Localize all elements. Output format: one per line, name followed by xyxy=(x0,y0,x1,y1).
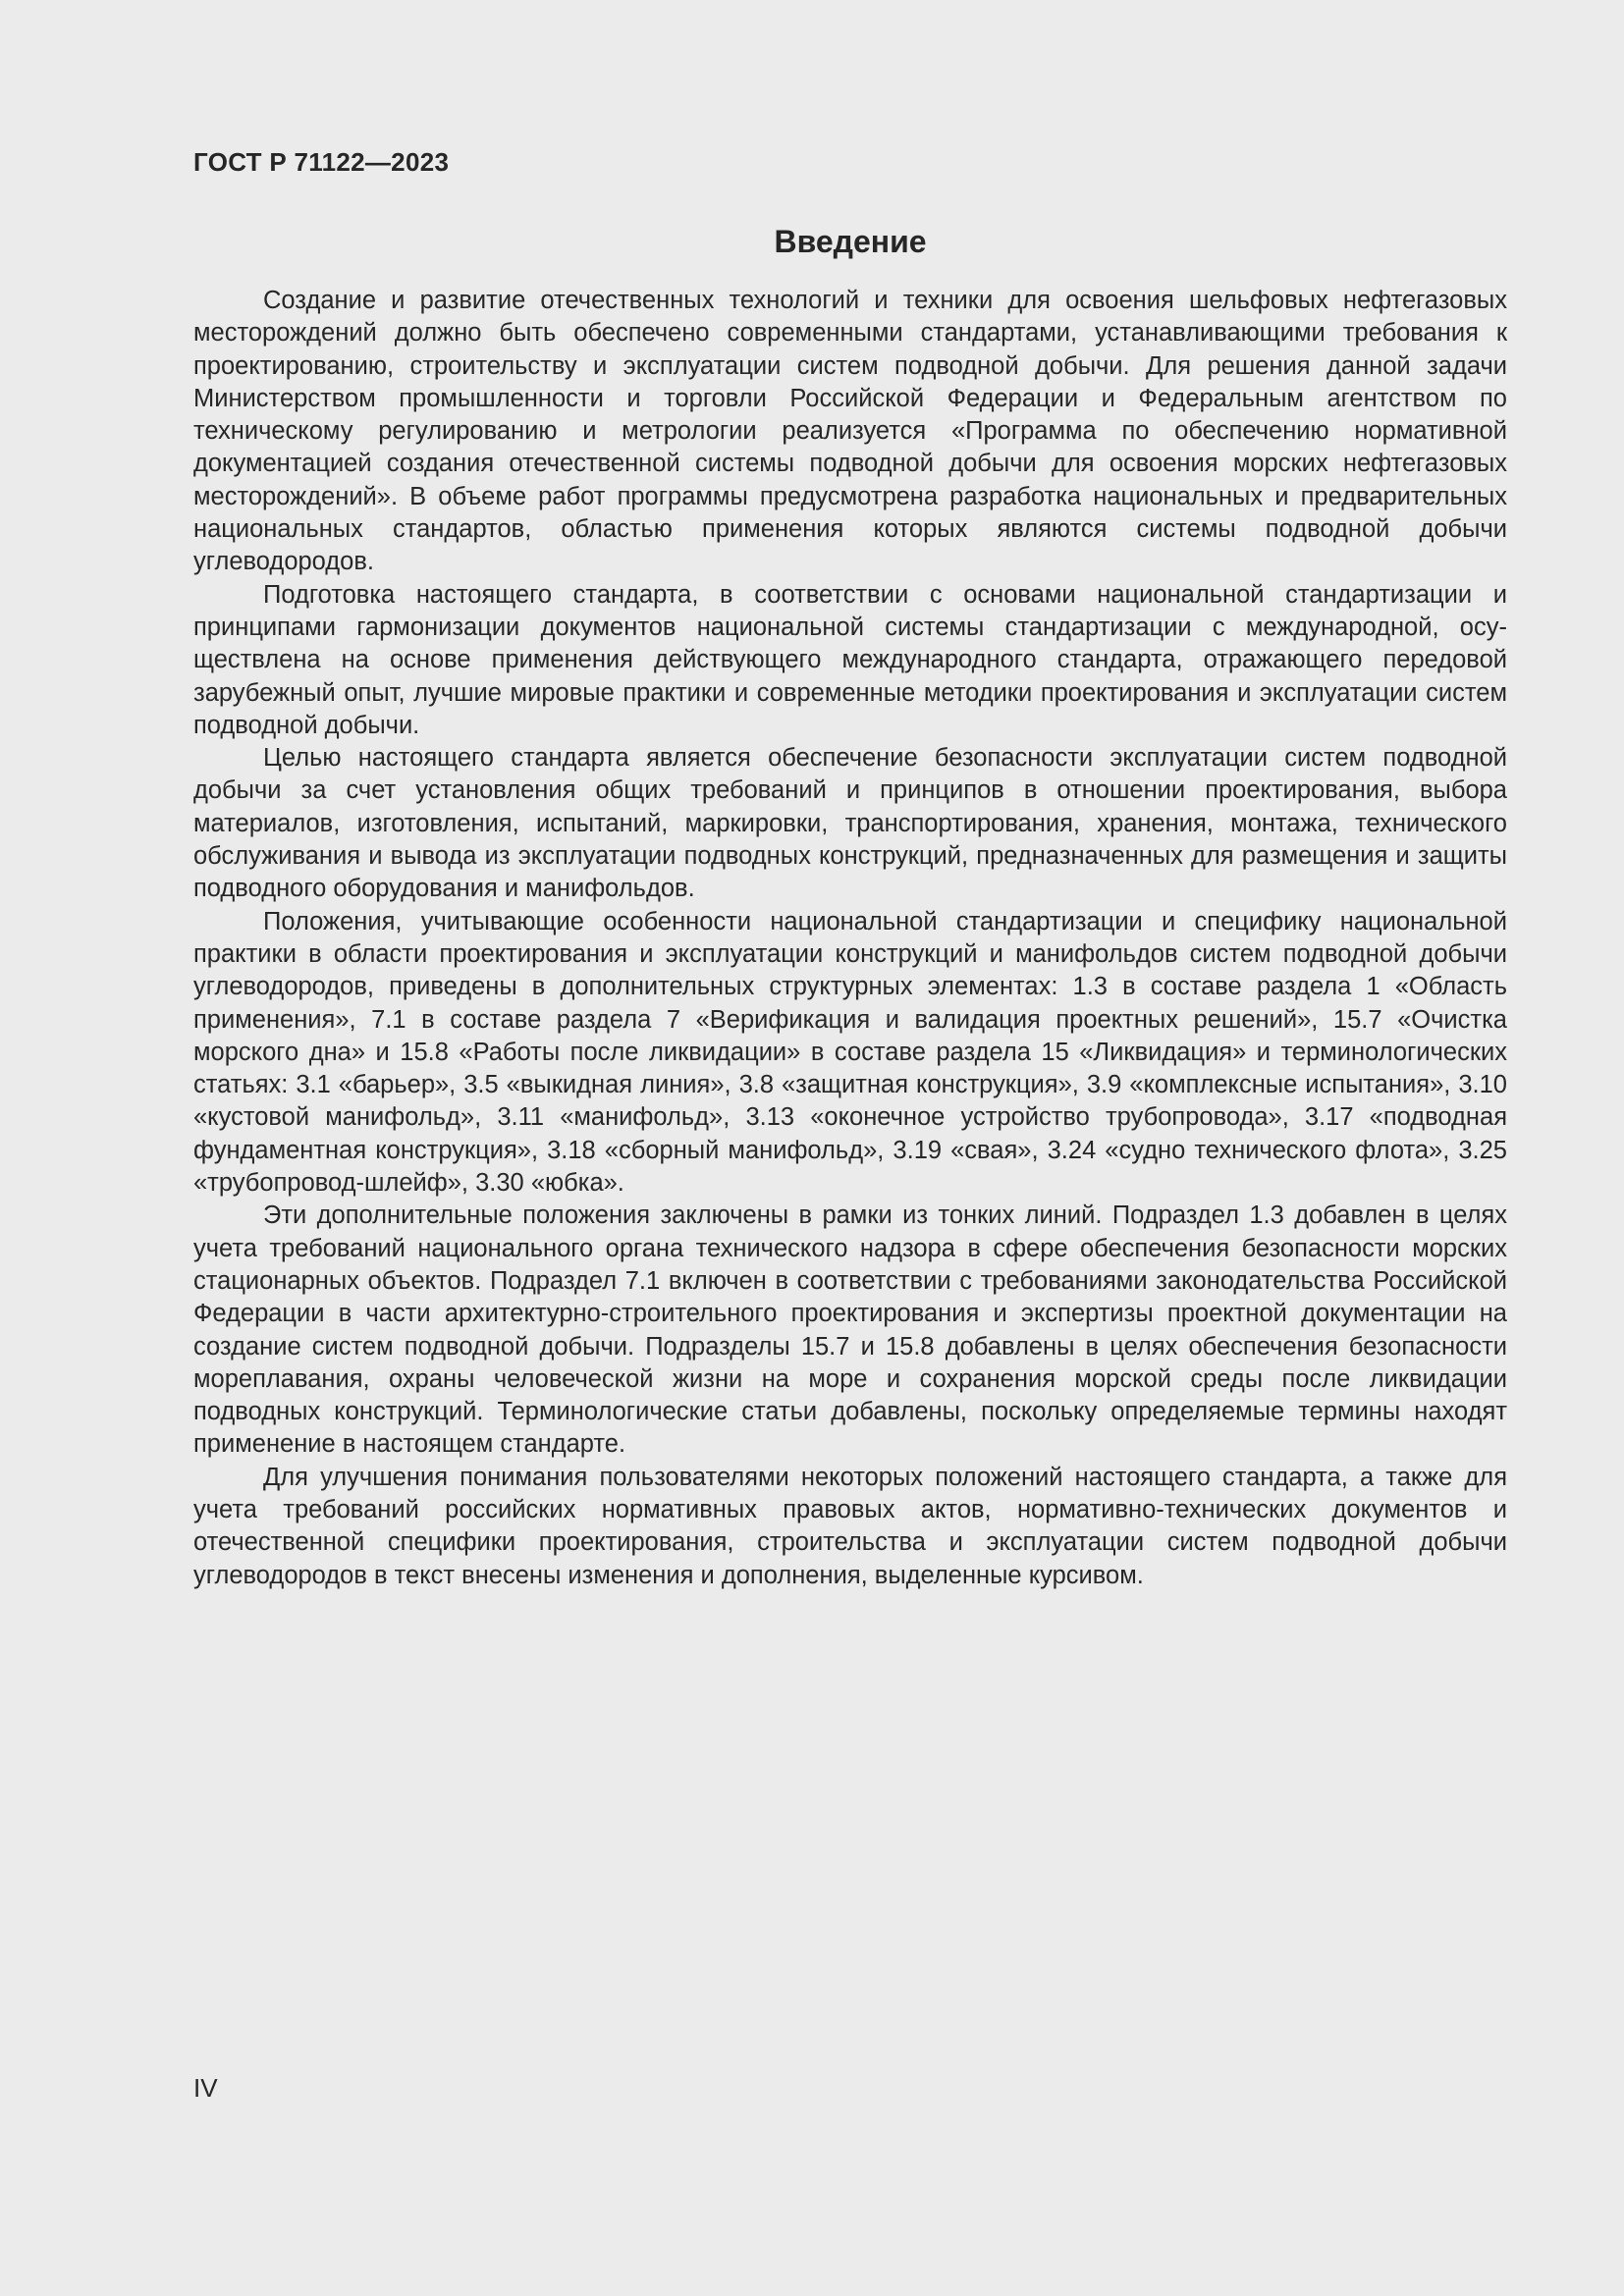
paragraph: Подготовка настоящего стандарта, в соответствии с основами национальной стандартизации и принципами гармонизации документов национальной системы стандартизации с международной, осуществлена на основе применения действующего международного стандарта, отражающего передовой зарубежный опыт, лучшие мировые практики и современные методики проектирования и эксплуатации систем подводной добычи. xyxy=(193,580,1507,739)
paragraph: Эти дополнительные положения заключены в рамки из тонких линий. Подраздел 1.3 добавлен в целях учета требований национального органа технического надзора в сфере обеспечения безопасности морских стационарных объектов. Подраздел 7.1 включен в соответствии с требованиями законодательства Российской Федерации в части архитектурно-строительного проектирования и экспертизы проектной документации на создание систем подводной добычи. Подразделы 15.7 и 15.8 добавлены в целях обеспечения безопасности мореплавания, охраны человеческой жизни на море и сохранения морской среды после ликвидации подводных конструкций. Терминологические статьи добавлены, поскольку определяемые термины находят применение в настоящем стандарте. xyxy=(193,1201,1507,1459)
page-number: IV xyxy=(193,2073,218,2103)
paragraph: Для улучшения понимания пользователями некоторых положений настоящего стандарта, а также для учета требований российских нормативных правовых актов, нормативно-технических документов и отечественной специфики проектирования, строительства и эксплуатации систем подводной добычи углеводородов в текст внесены изменения и дополнения, выделенные курсивом. xyxy=(193,1463,1507,1589)
standard-designation: ГОСТ Р 71122—2023 xyxy=(193,147,450,177)
section-title: Введение xyxy=(774,224,927,259)
paragraph: Создание и развитие отечественных технологий и техники для освоения шельфовых нефтегазовых месторождений должно быть обеспечено современными стандартами, устанавливающими требования к проектированию, строительству и эксплуатации систем подводной добычи. Для решения данной задачи Министерством промышленности и торговли Российской Федерации и Федеральным агентством по техническому регулированию и метрологии реализуется «Программа по обеспечению нормативной документацией создания отечественной системы подводной добычи для освоения морских нефтегазовых месторождений». В объеме работ программы предусмотрена разработка национальных и предварительных национальных стандартов, областью применения которых являются системы подводной добычи углеводородов. xyxy=(193,287,1507,576)
paragraph: Положения, учитывающие особенности национальной стандартизации и специфику национальной практики в области проектирования и эксплуатации конструкций и манифольдов систем подводной добычи углеводородов, приведены в дополнительных структурных элементах: 1.3 в составе раздела 1 «Область применения», 7.1 в составе раздела 7 «Верификация и валидация проектных решений», 15.7 «Очистка морского дна» и 15.8 «Работы после ликвидации» в составе раздела 15 «Ликвидация» и терминологических статьях: 3.1 «барьер», 3.5 «выкидная линия», 3.8 «защитная конструкция», 3.9 «комплексные испытания», 3.10 «кустовой манифольд», 3.11 «манифольд», 3.13 «оконечное устройство трубопровода», 3.17 «подводная фундаментная конструкция», 3.18 «сборный манифольд», 3.19 «свая», 3.24 «судно технического флота», 3.25 «трубопровод-шлейф», 3.30 «юбка». xyxy=(193,907,1507,1198)
paragraph: Целью настоящего стандарта является обеспечение безопасности эксплуатации систем подводной добычи за счет установления общих требований и принципов в отношении проектирования, выбора материалов, изготовления, испытаний, маркировки, транспортирования, хранения, монтажа, технического обслуживания и вывода из эксплуатации подводных конструкций, предназначенных для размещения и защиты подводного оборудования и манифольдов. xyxy=(193,744,1507,903)
section-body xyxy=(193,285,1507,1592)
